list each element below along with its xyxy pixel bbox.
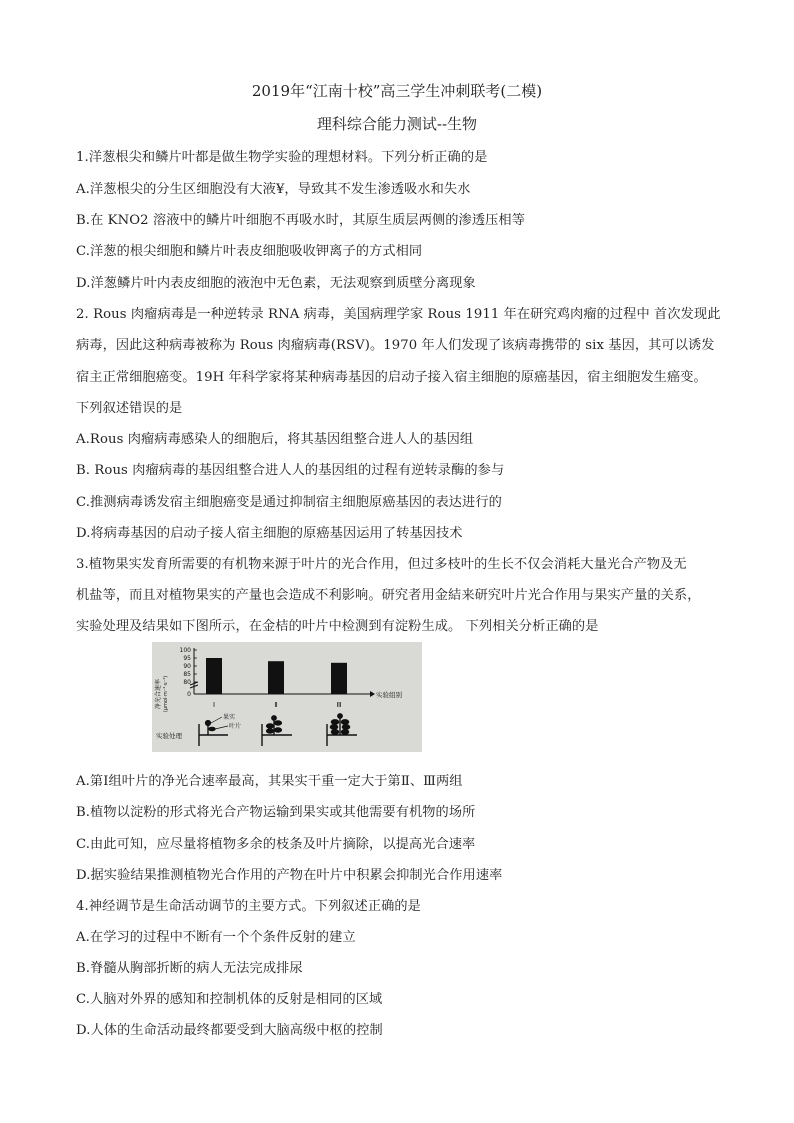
question-3-option-a: A.第Ⅰ组叶片的净光合速率最高，其果实干重一定大于第Ⅱ、Ⅲ两组 [76, 774, 463, 789]
treatment-group-3-icon [327, 714, 357, 746]
question-2-stem-line-1: 2. Rous 肉瘤病毒是一种逆转录 RNA 病毒，美国病理学家 Rous 1911 年在研究鸡肉瘤的过程中 首次发现此 [76, 307, 721, 322]
question-2-option-b: B. Rous 肉瘤病毒的基因组整合进人人的基因组的过程有逆转录酶的参与 [76, 463, 505, 478]
bar-group-2 [268, 661, 284, 694]
bar-group-3 [331, 663, 347, 694]
question-3-stem-line-3: 实验处理及结果如下图所示，在金桔的叶片中检测到有淀粉生成。 下列相关分析正确的是 [76, 619, 599, 634]
fruit-pointer [211, 717, 222, 723]
page-title: 2019年“江南十校”高三学生冲刺联考(二模) [251, 82, 543, 100]
question-2-stem-line-4: 下列叙述错误的是 [76, 401, 183, 416]
question-2-option-c: C.推测病毒诱发宿主细胞癌变是通过抑制宿主细胞原癌基因的表达进行的 [76, 495, 502, 510]
question-1-option-a: A.洋葱根尖的分生区细胞没有大液¥，导致其不发生渗透吸水和失水 [76, 182, 471, 197]
bar-group-1 [206, 658, 222, 694]
y-axis-unit: (μmol·m⁻²·s⁻¹) [163, 675, 169, 713]
question-2-stem-line-3: 宿主正常细胞癌变。19H 年科学家将某种病毒基因的启动子接入宿主细胞的原癌基因，宿主细胞发生癌变。 [76, 370, 707, 385]
category-label-1: Ⅰ [212, 701, 216, 709]
category-label-2: Ⅱ [274, 701, 278, 709]
page-subtitle: 理科综合能力测试--生物 [316, 115, 478, 133]
category-label-3: Ⅲ [336, 701, 342, 709]
y-tick-label: 95 [183, 655, 191, 662]
x-axis-label: 实验组别 [376, 691, 402, 699]
leaf-label: 叶片 [229, 723, 242, 730]
y-tick-label: 100 [179, 647, 191, 654]
question-4-option-d: D.人体的生命活动最终都要受到大脑高级中枢的控制 [76, 1023, 383, 1038]
x-axis-arrow [370, 691, 375, 697]
y-tick-label: 80 [183, 679, 191, 686]
category-labels [213, 701, 342, 709]
treatment-label: 实验处理 [156, 732, 182, 740]
y-axis-label: 净光合速率 [155, 678, 162, 710]
question-3-option-c: C.由此可知，应尽量将植物多余的枝条及叶片摘除，以提高光合速率 [76, 837, 476, 852]
question-4-stem: 4.神经调节是生命活动调节的主要方式。下列叙述正确的是 [76, 899, 421, 914]
treatment-group-1-icon [199, 721, 228, 746]
question-4-option-c: C.人脑对外界的感知和控制机体的反射是相同的区域 [76, 992, 383, 1007]
experiment-figure [152, 642, 422, 752]
leaf-pointer [215, 726, 228, 729]
question-3-option-d: D.据实验结果推测植物光合作用的产物在叶片中积累会抑制光合作用速率 [76, 868, 503, 883]
question-3-stem-line-2: 机盐等，而且对植物果实的产量也会造成不利影响。研究者用金結来研究叶片光合作用与果实产量的关系， [76, 588, 701, 603]
fruit-label: 果实 [223, 714, 236, 721]
question-4-option-a: A.在学习的过程中不断有一个个条件反射的建立 [76, 930, 356, 945]
question-2-stem-line-2: 病毒，因此这种病毒被称为 Rous 肉瘤病毒(RSV)。1970 年人们发现了该病毒携带的 six 基因，其可以诱发 [76, 338, 715, 353]
y-tick-label: 90 [183, 663, 191, 670]
question-1-option-c: C.洋葱的根尖细胞和鳞片叶表皮细胞吸收钾离子的方式相同 [76, 244, 423, 259]
y-tick-label: 0 [187, 691, 191, 698]
treatment-group-2-icon [262, 716, 292, 746]
question-1-option-b: B.在 KNO2 溶液中的鳞片叶细胞不再吸水时，其原生质层两侧的渗透压相等 [76, 213, 525, 228]
bars [206, 658, 347, 694]
question-3-stem-line-1: 3.植物果实发育所需要的有机物来源于叶片的光合作用，但过多枝叶的生长不仅会消耗大量光合产物及无 [76, 557, 687, 572]
bar-chart [152, 642, 422, 752]
question-2-option-a: A.Rous 肉瘤病毒感染人的细胞后，将其基因组整合进人人的基因组 [76, 432, 474, 447]
y-tick-label: 85 [183, 671, 191, 678]
question-1-option-d: D.洋葱鳞片叶内表皮细胞的液泡中无色素，无法观察到质壁分离现象 [76, 276, 476, 291]
question-2-option-d: D.将病毒基因的启动子接人宿主细胞的原癌基因运用了转基因技术 [76, 526, 463, 541]
question-3-option-b: B.植物以淀粉的形式将光合产物运输到果实或其他需要有机物的场所 [76, 805, 476, 820]
question-1-stem: 1.洋葱根尖和鳞片叶都是做生物学实验的理想材料。下列分析正确的是 [76, 150, 488, 165]
question-4-option-b: B.脊髓从胸部折断的病人无法完成排尿 [76, 961, 303, 976]
